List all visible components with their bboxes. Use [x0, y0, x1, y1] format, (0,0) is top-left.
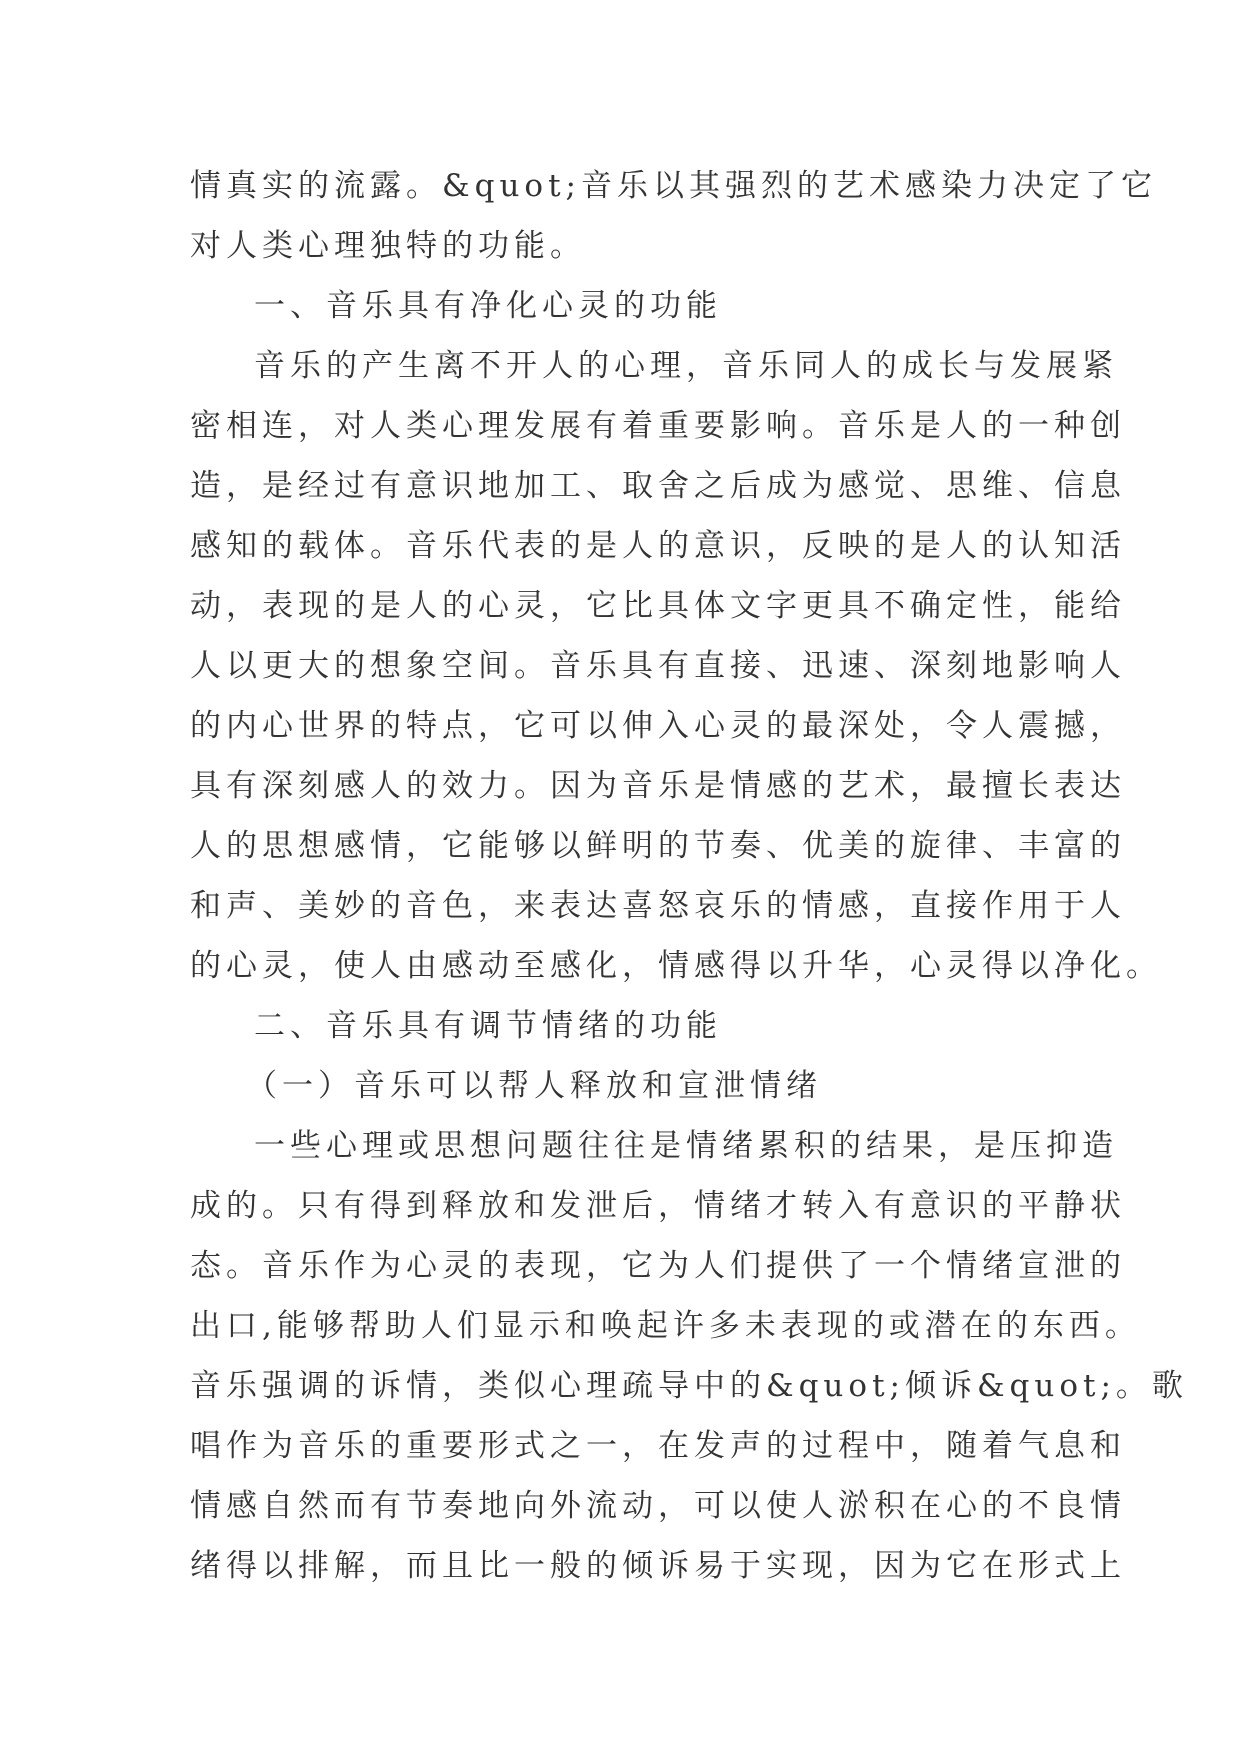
text-line: 绪得以排解，而且比一般的倾诉易于实现，因为它在形式上 [190, 1548, 1126, 1584]
text-line: 情感自然而有节奏地向外流动，可以使人淤积在心的不良情 [190, 1488, 1126, 1524]
body-text [190, 156, 1188, 1596]
text-line: 唱作为音乐的重要形式之一，在发声的过程中，随着气息和 [190, 1428, 1126, 1464]
section-heading: 二、音乐具有调节情绪的功能 [254, 1008, 722, 1044]
section-heading: 一、音乐具有净化心灵的功能 [254, 288, 722, 324]
subsection-heading: （一）音乐可以帮人释放和宣泄情绪 [246, 1068, 822, 1104]
text-line: 一些心理或思想问题往往是情绪累积的结果，是压抑造 [254, 1128, 1118, 1164]
text-line: 造，是经过有意识地加工、取舍之后成为感觉、思维、信息 [190, 468, 1126, 504]
text-line: 的内心世界的特点，它可以伸入心灵的最深处，令人震撼， [190, 708, 1126, 744]
text-line: 人的思想感情，它能够以鲜明的节奏、优美的旋律、丰富的 [190, 828, 1126, 864]
text-line: 情真实的流露。&quot;音乐以其强烈的艺术感染力决定了它 [190, 168, 1157, 204]
text-line: 具有深刻感人的效力。因为音乐是情感的艺术，最擅长表达 [190, 768, 1126, 804]
text-line: 密相连，对人类心理发展有着重要影响。音乐是人的一种创 [190, 408, 1126, 444]
text-line: 态。音乐作为心灵的表现，它为人们提供了一个情绪宣泄的 [190, 1248, 1126, 1284]
text-line: 对人类心理独特的功能。 [190, 228, 586, 264]
text-line: 成的。只有得到释放和发泄后，情绪才转入有意识的平静状 [190, 1188, 1126, 1224]
text-line: 和声、美妙的音色，来表达喜怒哀乐的情感，直接作用于人 [190, 888, 1126, 924]
text-line: 出口,能够帮助人们显示和唤起许多未表现的或潜在的东西。 [190, 1308, 1141, 1344]
text-line: 感知的载体。音乐代表的是人的意识，反映的是人的认知活 [190, 528, 1126, 564]
text-line: 人以更大的想象空间。音乐具有直接、迅速、深刻地影响人 [190, 648, 1126, 684]
text-line: 音乐强调的诉情，类似心理疏导中的&quot;倾诉&quot;。歌 [190, 1368, 1188, 1404]
text-line: 音乐的产生离不开人的心理，音乐同人的成长与发展紧 [254, 348, 1118, 384]
text-line: 动，表现的是人的心灵，它比具体文字更具不确定性，能给 [190, 588, 1126, 624]
text-line: 的心灵，使人由感动至感化，情感得以升华，心灵得以净化。 [190, 948, 1162, 984]
